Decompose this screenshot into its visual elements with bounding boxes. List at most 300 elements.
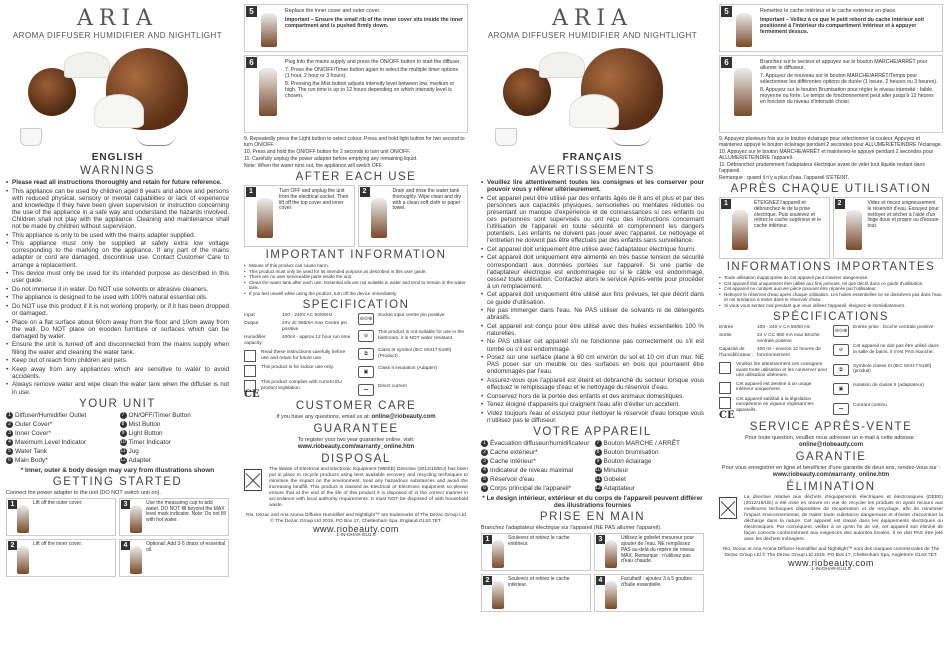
right-column — [715, 0, 947, 672]
step-number: 2 — [483, 576, 492, 585]
guarantee-heading: GUARANTEE — [313, 422, 399, 435]
warning-item: • Do not immerse it in water. Do NOT use solvents or abrasive cleaners. — [6, 286, 229, 293]
spec-symbol-icon: ⧉ — [833, 364, 849, 376]
spec-symbol-icon: ⊘ — [358, 330, 374, 342]
info-heading: INFORMATIONS IMPORTANTES — [726, 261, 936, 273]
part-number: 9 — [595, 458, 602, 465]
step-5 — [244, 4, 468, 52]
after-use-steps — [244, 185, 468, 247]
part-number: 11 — [120, 447, 126, 454]
unit-part — [6, 430, 116, 437]
part-number: 12 — [120, 456, 126, 463]
warnings-heading: AVERTISSEMENTS — [530, 165, 655, 177]
product-subtitle: AROMA DIFFUSER HUMIDIFIER AND NIGHTLIGHT — [487, 31, 698, 40]
step6-line: 7. Appuyez de nouveau sur le bouton MARCHE/ARRÊT/Temps pour sélectionner les différentes options de durée (1 heure, 2 heures ou 3 heures). — [760, 73, 938, 85]
product-illustration — [6, 42, 229, 150]
part-number: 7 — [595, 440, 602, 447]
unit-parts-list — [6, 412, 229, 464]
warning-item: • Cet appareil doit uniquement être utilisé avec l'adaptateur électrique fourni. — [481, 246, 704, 253]
customer-care-heading: CUSTOMER CARE — [295, 399, 417, 412]
part-label: Bouton brumisation — [603, 449, 659, 457]
spec-heading: SPÉCIFICATIONS — [773, 310, 889, 323]
getting-started-step — [594, 574, 704, 612]
unit-part — [6, 448, 116, 455]
spec-note-text: Cet appareil satisfait à la législation européenne en vigueur régissant les appareils. — [736, 396, 814, 413]
info-item: • Misuse of this product can cause harm. — [244, 263, 468, 269]
step-illustration — [130, 505, 142, 533]
step-number: 2 — [835, 199, 845, 209]
part-number: 6 — [6, 457, 13, 464]
getting-started-step — [481, 533, 591, 571]
spec-note-text: This product is for indoor use only. — [261, 365, 334, 371]
part-number: 1 — [6, 412, 13, 419]
warning-item: • Ne pas immerger dans l'eau. Ne PAS utiliser de solvants ni de détergents abrasifs. — [481, 307, 704, 321]
part-label: Timer Indicator — [128, 438, 171, 446]
spec-value: 400 ml - environ 12 heures de fonctionnement — [757, 347, 821, 358]
usage-note: Remarque : quand il n'y a plus d'eau, l'appareil S'ÉTEINT. — [719, 175, 850, 181]
step-illustration — [492, 581, 504, 609]
step-illustration — [130, 546, 142, 574]
after-use-step — [244, 185, 355, 247]
weee-bin-icon — [719, 497, 737, 519]
unit-part — [120, 421, 230, 428]
step-illustration — [17, 546, 29, 574]
step-number: 3 — [121, 500, 130, 509]
step-text: Soulevez et retirez le cache intérieur. — [508, 576, 570, 588]
step5-text: Remettez le cache intérieur et le cache extérieur en place. — [760, 8, 897, 14]
part-number: 8 — [120, 421, 127, 428]
step-number: 2 — [8, 541, 17, 550]
step-number: 6 — [246, 57, 257, 68]
part-label: Main Body* — [15, 456, 48, 464]
warning-item: • Please read all instructions thoroughly and retain for future reference. — [6, 179, 229, 186]
part-label: Minuteur — [603, 467, 629, 475]
spec-symbol-icon: ⎓ — [833, 403, 849, 415]
step5-important: Important – Veillez à ce que le petit rebord du cache intérieur soit positionné à l'intérieur du compartiment intérieur et à appuyer fermement dessus. — [760, 17, 924, 35]
usage-note: 10. Press and hold the ON/OFF button for 2 seconds to turn unit ON/OFF. — [244, 149, 411, 155]
warnings-heading: WARNINGS — [80, 165, 155, 177]
part-label: Évacuation diffuseur/humidificateur — [490, 440, 590, 448]
warning-item: • Keep out of reach from children and pets. — [6, 357, 229, 364]
spec-note — [244, 365, 354, 377]
info-item: • Cet appareil ne contient aucune pièce pouvant être réparée par l'utilisateur. — [719, 286, 943, 292]
left-column — [475, 0, 710, 672]
unit-part — [120, 439, 230, 446]
part-label: Cache intérieur* — [490, 458, 536, 466]
part-label: Adapter — [128, 456, 151, 464]
after-use-step — [358, 185, 469, 247]
step-illustration — [734, 68, 752, 116]
part-label: ON/OFF/Timer Button — [128, 411, 191, 419]
getting-started-steps — [6, 498, 229, 577]
warnings-list — [481, 179, 704, 424]
left-column — [0, 0, 235, 672]
warning-item: • Ensure the unit is turned off and disconnected from the mains supply when filling the water and cleaning the water tank. — [6, 341, 229, 355]
part-label: Gobelet — [603, 476, 626, 484]
spec-value: 100 - 240 V CA 50/60 Hz — [757, 324, 811, 330]
usage-note: 10. Appuyez sur le bouton MARCHE/ARRÊT et maintenez-le appuyé pendant 2 secondes pour ALLUMER/ÉTEINDRE l'appareil. — [719, 149, 934, 161]
unit-part — [481, 467, 591, 474]
part-label: Diffuser/Humidifier Outlet — [15, 411, 87, 419]
unit-part — [595, 485, 705, 492]
spec-symbol-icon: ⎓ — [358, 384, 374, 396]
step-illustration — [257, 198, 273, 238]
spec-symbols — [358, 313, 468, 398]
step-number: 1 — [483, 535, 492, 544]
guarantee-desc: Pour vous enregistrer en ligne et bénéficier d'une garantie de deux ans, rendez-vous sur : — [721, 464, 941, 471]
part-label: Light Button — [128, 429, 163, 437]
step6-line: 8. Pressing the Mist button adjusts intensity level between low, medium or high. The run time is up to 12 hours depending on which intensity level is chosen. — [285, 81, 455, 99]
inner-cover-image — [64, 52, 110, 78]
spec-symbol-text: Isolation de classe II (adaptateur) — [853, 383, 924, 389]
info-item: • There are no user serviceable parts inside the unit. — [244, 274, 468, 280]
part-number: 8 — [595, 449, 602, 456]
spec-note — [244, 350, 354, 362]
unit-part — [595, 449, 705, 456]
care-text: Pour toute question, veuillez nous adresser un e-mail à cette adresse : — [745, 434, 917, 441]
info-list — [719, 275, 943, 309]
info-item: • Si vous vous sentez mal pendant que vous utilisez l'appareil, éteignez-le immédiatement. — [719, 303, 943, 309]
ce-mark: CE — [719, 410, 735, 422]
spec-note-text: This product complies with current EU product legislation. — [261, 380, 342, 391]
website-link[interactable]: www.riobeauty.com — [313, 523, 399, 534]
unit-part — [481, 485, 591, 492]
info-item: • Cet appareil doit uniquement être utilisé aux fins prévues, tel que décrit dans ce guide d'utilisation. — [719, 281, 943, 287]
step-text: Lift off the outer cover. — [33, 499, 83, 506]
step-text: Turn OFF and unplug the unit from the electrical socket. Then lift off the top cover and inner cover. — [279, 188, 349, 212]
warning-item: • Assurez-vous que l'appareil est éteint et débranché du secteur lorsque vous effectuez le remplissage d'eau et le nettoyage du réservoir d'eau. — [481, 377, 704, 391]
getting-started-step — [6, 539, 116, 577]
adapter-image — [136, 134, 176, 146]
warning-item: • Cet appareil doit uniquement être alimenté en très basse tension de sécurité correspondant aux données portées sur l'appareil. Si une partie de l'adaptateur électrique est endommagée ou si le câble est endommagé, cessez toute utilisation. Contactez alors le service Après-vente pour procéder à un remplacement. — [481, 254, 704, 289]
care-email-link[interactable]: online@riobeauty.com — [371, 413, 436, 420]
step-number: 4 — [596, 576, 605, 585]
warning-item: • Cet appareil doit uniquement être utilisé aux fins prévues, tel que décrit dans ce guide d'utilisation. — [481, 291, 704, 305]
step6-line: Plug into the mains supply and press the ON/OFF button to start the diffuser. — [285, 59, 461, 65]
document-code: 1-IN-DHAR-EU1.0 — [336, 532, 376, 538]
getting-started-heading: PRISE EN MAIN — [539, 511, 646, 524]
getting-started-step — [594, 533, 704, 571]
step-illustration — [605, 581, 617, 609]
trademark-text: Rio, Dezac et Aria Aroma Diffuser Humidifier and Nightlight™ sont des marques commerciales de The Dezac Group Ltd © The Dezac Group Ltd 2019. PO Box 17, Cheltenham Spa, Angleterre GL53 7ET. — [722, 546, 940, 558]
guarantee-text — [244, 437, 468, 451]
spec-symbol-text: This product is not suitable for use in the bathroom, it is NOT water resistant. — [378, 330, 465, 341]
step-6 — [244, 55, 468, 133]
step-text: Videz et rincez soigneusement le réservoir d'eau. Essuyez pour nettoyer et sécher à l'aide d'un linge doux et propre ou d'essuie-tout. — [867, 200, 940, 230]
disposal-text: The Waste of Electrical and Electronic Equipment (WEEE) Directive (2012/19/EU) has been put in place to recycle products using best available recovery and recycling techniques to minimise the impact on the environment, treat any hazardous substances and avoid the increasing landfill. This product is classed as Electrical or Electronic equipment so please ensure that at the end of the life of this product it is disposed of in the correct manner in accordance with local authority requirements. It must NOT be disposed of with household waste. — [269, 466, 468, 508]
step-number: 6 — [721, 57, 732, 68]
disposal-section — [244, 467, 468, 509]
jug-image — [495, 128, 517, 146]
warning-item: • Place on a flat surface about 60cm away from the floor and 10cm away from the wall. Do NOT place on wooden furniture or surfaces which can be damaged by water. — [6, 319, 229, 340]
spec-key: Humidifier capacity: — [244, 335, 266, 346]
unit-part — [595, 467, 705, 474]
part-number: 2 — [481, 449, 488, 456]
guarantee-desc: To register your two year guarantee online, visit: — [297, 436, 415, 443]
website-link[interactable]: www.riobeauty.com — [788, 557, 874, 568]
step-number: 5 — [246, 6, 257, 17]
footer — [719, 547, 943, 566]
step-text: Optional: Add 3-5 drops of essential oil. — [146, 540, 226, 553]
disposal-text: La directive relative aux déchets d'équipements électriques et électroniques (DEEE) (2012/19/UE) a été mise en œuvre en vue de recycler les produits en ayant recours aux meilleures techniques disponibles de récupération et de recyclage, afin de minimiser l'impact environnemental, de traiter toute substance dangereuse et d'éviter d'accentuer la décharge dans la nature. Cet appareil est classé dans les équipements électriques ou électroniques. Par conséquent, veillez à ce qu'en fin de vie, cet appareil soit éliminé de façon correcte conformément aux exigences des autorités locales. Il ne doit PAS être jeté avec les déchets ménagers. — [744, 494, 943, 542]
spec-key: Entrée — [719, 324, 734, 330]
warning-item: • Veuillez lire attentivement toutes les consignes et les conserver pour pouvoir vous y référer ultérieurement. — [481, 179, 704, 193]
part-number: 9 — [120, 430, 127, 437]
unit-part — [120, 430, 230, 437]
spec-value: 100 - 240V AC 50/60Hz — [282, 312, 333, 318]
care-text: If you have any questions, email us at: — [276, 413, 370, 420]
spec-symbol-text: Direct current — [378, 383, 407, 389]
part-number: 3 — [481, 458, 488, 465]
step-text: Utilisez le gobelet mesureur pour ajouter de l'eau. NE remplissez PAS au-delà du repère de niveau MAX. Remarque : n'utilisez pas d'eau chaude. — [621, 535, 695, 565]
warning-item: • Cet appareil est conçu pour être utilisé avec des huiles essentielles 100 % naturelles. — [481, 323, 704, 337]
spec-heading: SPECIFICATION — [302, 298, 410, 311]
unit-heading: YOUR UNIT — [79, 397, 156, 410]
brand-title: ARIA — [76, 6, 159, 31]
document-code: 1-IN-DHAR-EU1.0 — [811, 566, 851, 572]
step-illustration — [261, 13, 277, 47]
getting-started-intro: Connect the power adapter to the unit (DO NOT switch unit on). — [6, 489, 161, 496]
step6-line: Branchez sur le secteur et appuyez sur le bouton MARCHE/ARRÊT pour allumer le diffuseur. — [760, 59, 928, 71]
getting-started-step — [119, 539, 229, 577]
part-label: Outer Cover* — [15, 420, 53, 428]
spec-symbol-icon: ⊖⊙⊕ — [358, 313, 374, 325]
unit-part — [6, 421, 116, 428]
step6-line: 7. Press the ON/OFF/Timer button again to select the multiple timer options (1 hour, 2 hour or 3 hours). — [285, 67, 459, 79]
unit-note: * Le design intérieur, extérieur et du corps de l'appareil peuvent différer des illustrations fournies — [482, 495, 703, 510]
care-email-link[interactable]: online@riobeauty.com — [798, 441, 864, 448]
part-number: 10 — [120, 438, 126, 445]
unit-part — [481, 449, 591, 456]
info-book-icon — [719, 382, 731, 394]
part-label: Réservoir d'eau — [490, 476, 535, 484]
part-number: 5 — [6, 448, 13, 455]
usage-notes — [719, 136, 943, 181]
dome-image — [569, 94, 619, 128]
usage-note: 9. Appuyez plusieurs fois sur le bouton éclairage pour sélectionner la couleur. Appuyez et maintenez appuyé le bouton éclairage pendant 2 secondes pour ALLUMER/ÉTEINDRE l'éclairage. — [719, 136, 942, 148]
ce-mark: CE — [244, 389, 260, 401]
guarantee-heading: GARANTIE — [795, 450, 867, 463]
info-item: • Toute utilisation inappropriée de cet appareil peut s'avérer dangereuse. — [719, 275, 943, 281]
getting-started-intro: Branchez l'adaptateur électrique sur l'appareil (NE PAS allumer l'appareil). — [481, 525, 662, 532]
part-number: 1 — [481, 440, 488, 447]
unit-part — [120, 457, 230, 464]
part-label: Water Tank — [15, 447, 47, 455]
spec-value: 24 V CC 650 mA max Broche centrale positive — [757, 333, 820, 344]
part-label: Maximum Level Indicator — [15, 438, 87, 446]
weee-bin-icon — [244, 469, 262, 491]
spec-value: 400ml - approx 12 hour run time — [282, 335, 351, 341]
after-use-heading: AFTER EACH USE — [295, 171, 417, 183]
step-illustration — [371, 198, 387, 238]
spec-symbol-icon: ⊘ — [833, 344, 849, 356]
spec-note-text: Cet appareil est destiné à un usage intérieur uniquement. — [736, 381, 812, 393]
spec-symbol-text: Entrée prise : broche centrale positive — [853, 324, 934, 330]
step-text: Use the measuring cup to add water. DO NOT fill beyond the MAX level mark indicator. Note: Do not fill with hot water. — [146, 499, 226, 524]
step-illustration — [17, 505, 29, 533]
customer-care-heading: SERVICE APRÈS-VENTE — [749, 420, 913, 433]
unit-part — [120, 412, 230, 419]
spec-symbol-text: Class II insulation (Adapter) — [378, 365, 437, 371]
info-book-icon — [719, 397, 731, 409]
step-number: 3 — [596, 535, 605, 544]
info-heading: IMPORTANT INFORMATION — [265, 249, 447, 261]
getting-started-step — [119, 498, 229, 536]
spec-note-text: Read these instructions carefully before use and retain for future use. — [261, 350, 346, 361]
spec-symbol-icon: ▣ — [833, 383, 849, 395]
info-item: • This product must only be used for its intended purpose as described in this user guide. — [244, 269, 468, 275]
step-6 — [719, 55, 943, 133]
spec-symbol-icon: ▣ — [358, 366, 374, 378]
spec-table — [244, 312, 468, 401]
unit-part — [595, 476, 705, 483]
warning-item: • Keep away from any appliances which are sensitive to water to avoid accidents. — [6, 366, 229, 380]
customer-care-text — [719, 435, 943, 449]
unit-part — [6, 457, 116, 464]
part-label: Mist Button — [128, 420, 161, 428]
spec-key: Input — [244, 312, 255, 318]
spec-rows — [719, 325, 829, 359]
part-label: Cache extérieur* — [490, 449, 538, 457]
spec-symbol-text: Class III symbol (IEC 60417-5180)(Product) — [378, 348, 452, 359]
spec-symbols — [833, 325, 943, 419]
spec-key: Sortie — [719, 333, 732, 339]
warning-item: • Ne PAS utiliser cet appareil s'il ne fonctionne pas correctement ou s'il est tombé ou s'il est endommagé. — [481, 338, 704, 352]
warning-item: • This device must only be used for its intended purpose as described in this user guide. — [6, 270, 229, 284]
step-illustration — [732, 210, 748, 250]
step6-line: 8. Appuyez sur le bouton Brumisation pour régler le niveau intensité : faible, moyenne ou forte. Le temps de fonctionnement peut aller jusqu'à 12 heures en fonction du niveau d'intensité choisi. — [760, 87, 934, 105]
warning-item: • Tenez éloigné d'appareils qui craignent l'eau afin d'éviter un accident. — [481, 401, 704, 408]
inner-cover-image — [539, 52, 585, 78]
warnings-list — [6, 179, 229, 396]
adapter-image — [611, 134, 651, 146]
spec-value: 24V dc 650mA max Centre pin positive — [282, 321, 348, 332]
info-item: • Clean the water tank after each use. Essential oils are not suitable in water and tend to remain in the water tank. — [244, 280, 468, 291]
info-item: • Nettoyez le réservoir d'eau après chaque utilisation. Les huiles essentielles ne se dissolvent pas dans l'eau et ont tendance à rester dans le réservoir d'eau. — [719, 292, 943, 303]
step-number: 1 — [721, 199, 731, 209]
info-list — [244, 263, 468, 297]
part-label: Indicateur de niveau maximal — [490, 467, 574, 475]
part-number: 4 — [6, 439, 13, 446]
product-subtitle: AROMA DIFFUSER HUMIDIFIER AND NIGHTLIGHT — [12, 31, 223, 40]
step-illustration — [846, 210, 862, 250]
warning-item: • Cet appareil peut être utilisé par des enfants âgés de 8 ans et plus et par des personnes aux capacités physiques, sensorielles ou mentales réduites ou présentant un manque d'expérience et de connaissances si ces enfants ou ces personnes sont supervisés ou ont reçu des instructions concernant l'utilisation de l'appareil en toute sécurité et comprennent les dangers potentiels. Les enfants ne doivent pas jouer avec l'appareil. Le nettoyage et l'entretien ne doivent pas être effectués par des enfants sans surveillance. — [481, 195, 704, 245]
spec-table — [719, 324, 943, 422]
french-page — [475, 0, 950, 672]
step-illustration — [492, 540, 504, 568]
part-number: 7 — [120, 412, 127, 419]
info-item: • If you feel unwell while using the product, turn off the device immediately. — [244, 291, 468, 297]
unit-part — [6, 439, 116, 446]
spec-symbol-text: Courant continu — [853, 402, 887, 408]
info-book-icon — [244, 365, 256, 377]
unit-note: * Inner, outer & body design may vary from illustrations shown — [20, 466, 215, 474]
part-label: Corps principal de l'appareil* — [490, 485, 572, 493]
spec-symbol-text: Symbole classe III (IEC 60417-5180)(produit) — [853, 363, 932, 375]
step-5 — [719, 4, 943, 52]
spec-note — [244, 380, 354, 392]
warning-item: • Videz toujours l'eau et essuyez pour nettoyer le réservoir d'eau lorsque vous n'utilisez pas le diffuseur. — [481, 410, 704, 424]
unit-part — [481, 440, 591, 447]
part-number: 3 — [6, 430, 13, 437]
unit-part — [481, 476, 591, 483]
right-column — [240, 0, 472, 672]
spec-note — [719, 397, 829, 414]
step-text: Soulevez et retirez le cache extérieur. — [508, 535, 570, 547]
warning-item: • This appliance must only be supplied at safety extra low voltage corresponding to the marking on the appliance. If any part of the mains adapter or cord are damaged, discontinue use. Contact Customer Care to arrange a replacement. — [6, 240, 229, 268]
warning-item: • The appliance is designed to be used with 100% natural essential oils. — [6, 294, 229, 301]
disposal-heading: DISPOSAL — [321, 452, 391, 465]
product-illustration — [481, 42, 704, 150]
spec-key: Output — [244, 321, 259, 327]
getting-started-step — [6, 498, 116, 536]
step-number: 2 — [360, 187, 370, 197]
language-heading: FRANÇAIS — [562, 152, 623, 163]
warning-item: • Posez sur une surface plane à 60 cm environ du sol et 10 cm d'un mur. NE PAS poser sur un meuble ou des surfaces en bois qui pourraient être endommagés par l'eau. — [481, 354, 704, 375]
spec-symbol-text: Socket input centre pin positive — [378, 312, 445, 318]
unit-parts-list — [481, 440, 704, 492]
getting-started-heading: GETTING STARTED — [52, 475, 183, 488]
spec-symbol-icon: ⧉ — [358, 348, 374, 360]
warning-item: • Conservez hors de la portée des enfants et des animaux domestiques. — [481, 393, 704, 400]
unit-part — [595, 440, 705, 447]
usage-note: 9. Repeatedly press the Light button to select colour. Press and hold light button for two second to turn ON/OFF. — [244, 136, 465, 148]
guarantee-text — [719, 465, 943, 479]
spec-note-text: Veuillez lire attentivement ces consignes avant toute utilisation et les conserver pour une utilisation ultérieure. — [736, 362, 828, 379]
step5-text: Replace the inner cover and outer cover. — [285, 8, 381, 14]
step-number: 4 — [121, 541, 130, 550]
guarantee-link[interactable]: www.riobeauty.com/warranty_online.htm — [297, 443, 415, 450]
trademark-text: Rio, Dezac and Aria Aroma Diffuser Humidifier and Nightlight™ are trademarks of The Dezac Group Ltd © The Dezac Group Ltd 2019. PO Box 17, Cheltenham Spa, England GL53 7ET. — [246, 512, 466, 524]
step-illustration — [259, 68, 277, 116]
getting-started-steps — [481, 533, 704, 612]
guarantee-link[interactable]: www.riobeauty.com/warranty_online.htm — [772, 471, 890, 478]
unit-part — [481, 458, 591, 465]
unit-part — [595, 458, 705, 465]
step-text: ÉTEIGNEZ l'appareil et débranchez-le de la prise électrique. Puis soulevez et retirez le cache supérieur et le cache intérieur. — [754, 200, 821, 230]
after-use-step — [719, 197, 830, 259]
unit-part — [120, 448, 230, 455]
part-number: 12 — [595, 484, 601, 491]
warning-item: • Always remove water and wipe clean the water tank when the diffuser is not in use. — [6, 381, 229, 395]
footer — [244, 513, 468, 532]
step-number: 5 — [721, 6, 732, 17]
part-label: Adaptateur — [603, 485, 635, 493]
step-illustration — [736, 13, 752, 47]
part-number: 11 — [595, 475, 601, 482]
part-number: 4 — [481, 467, 488, 474]
step-number: 1 — [246, 187, 256, 197]
unit-part — [6, 412, 116, 419]
part-number: 5 — [481, 476, 488, 483]
step5-important: Important – Ensure the small rib of the inner cover sits inside the inner compartment and is pushed firmly down. — [285, 17, 464, 29]
part-number: 10 — [595, 466, 601, 473]
usage-notes — [244, 136, 468, 169]
jug-image — [20, 128, 42, 146]
after-use-steps — [719, 197, 943, 259]
getting-started-step — [481, 574, 591, 612]
usage-note: 11. Débranchez prudemment l'adaptateur électrique avant de vider tout liquide restant dans l'appareil. — [719, 162, 925, 174]
part-number: 2 — [6, 421, 13, 428]
warning-item: • This appliance is only to be used with the mains adapter supplied. — [6, 232, 229, 239]
step-number: 1 — [8, 500, 17, 509]
after-use-step — [833, 197, 944, 259]
step-illustration — [605, 540, 617, 568]
step-text: Drain and rinse the water tank thoroughly. Wipe clean and dry with a clean soft cloth or paper towel. — [392, 188, 462, 212]
usage-note: 11. Carefully unplug the power adapter before emptying any remaining liquid. — [244, 156, 418, 162]
disposal-section — [719, 495, 943, 543]
brand-title: ARIA — [551, 6, 634, 31]
